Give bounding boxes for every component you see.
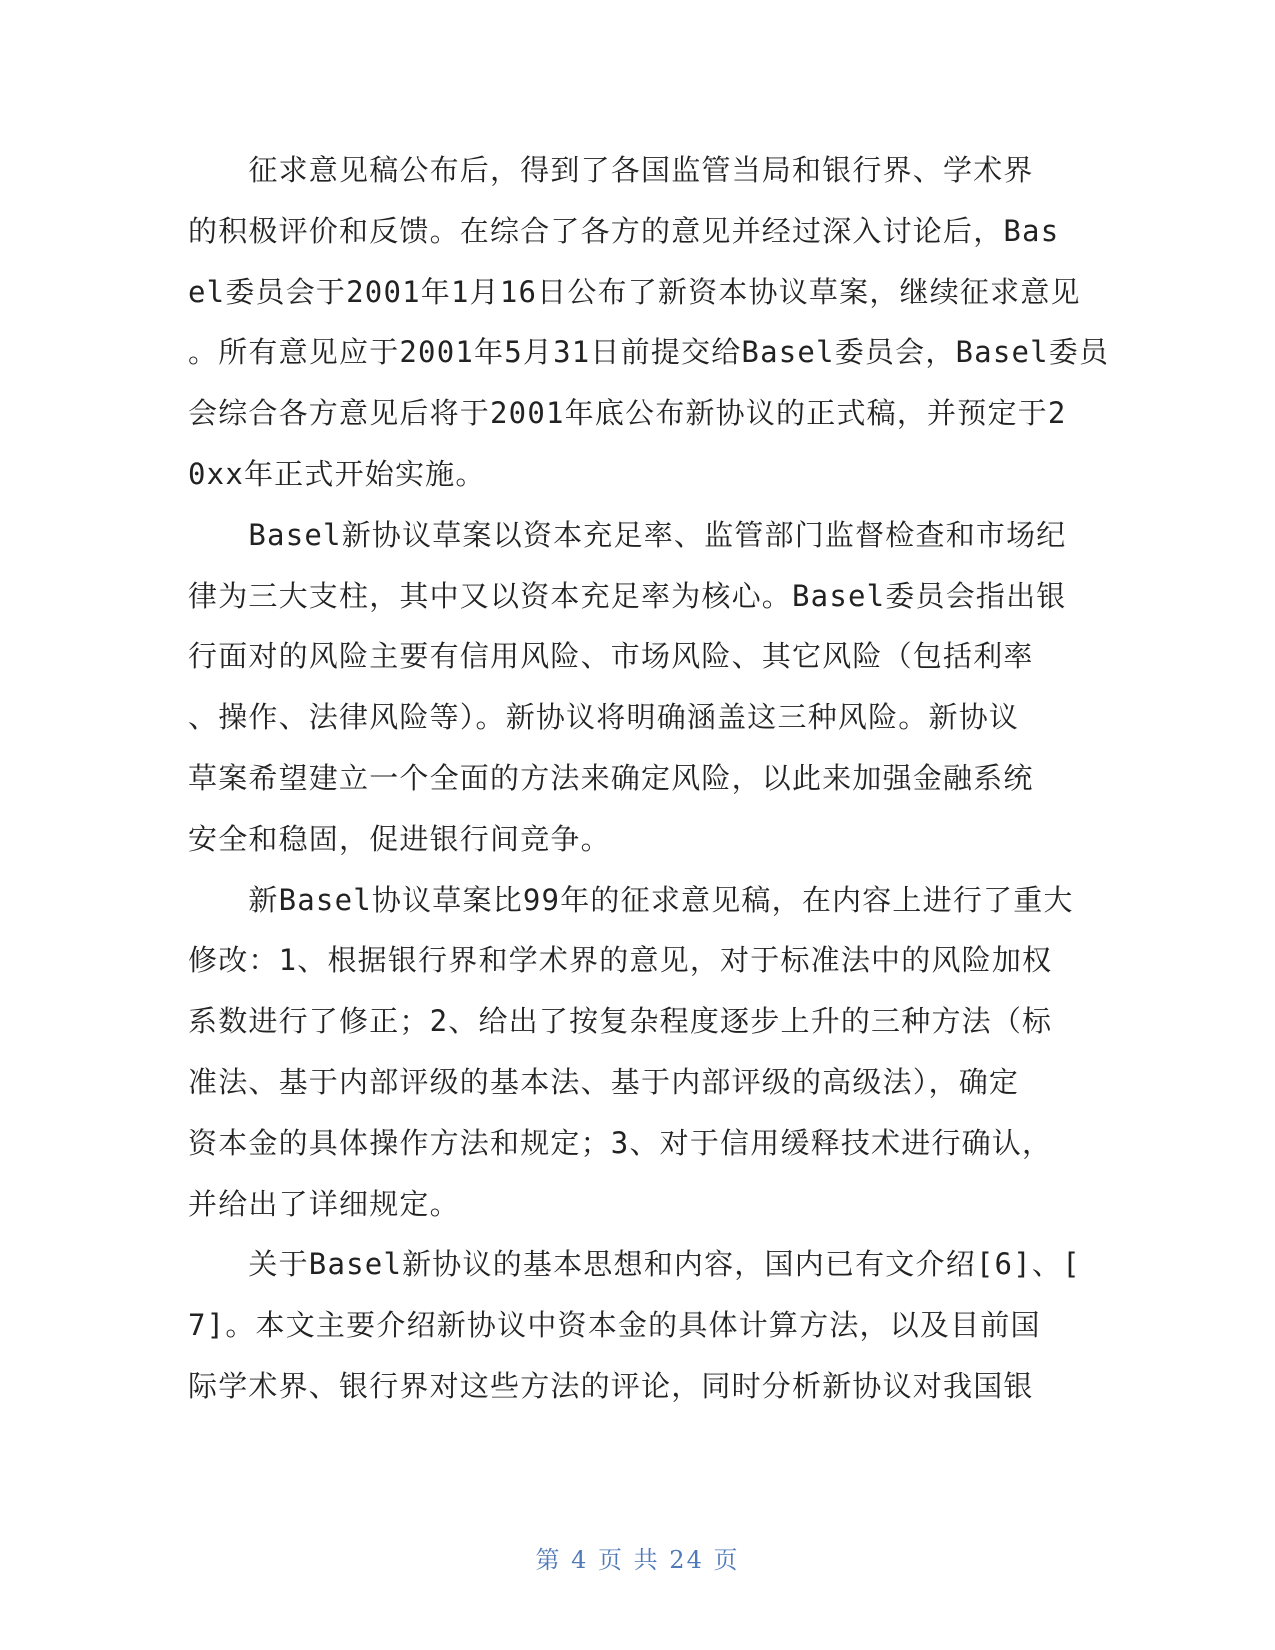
page-number-footer: 第 4 页 共 24 页 (535, 1546, 740, 1574)
paragraph-4 (188, 1234, 1081, 1416)
text-line: el委员会于2001年1月16日公布了新资本协议草案，继续征求意见 (188, 274, 1081, 309)
text-line: 征求意见稿公布后，得到了各国监管当局和银行界、学术界 (188, 153, 1034, 187)
paragraph-3 (188, 870, 1078, 1235)
text-line: 0xx年正式开始实施。 (188, 456, 486, 491)
text-line: 新Basel协议草案比99年的征求意见稿，在内容上进行了重大 (188, 882, 1074, 917)
text-line: 行面对的风险主要有信用风险、市场风险、其它风险（包括利率 (188, 639, 1034, 674)
text-line: 际学术界、银行界对这些方法的评论，同时分析新协议对我国银 (188, 1368, 1034, 1403)
text-line: 7]。本文主要介绍新协议中资本金的具体计算方法，以及目前国 (188, 1308, 1041, 1343)
text-line: 资本金的具体操作方法和规定；3、对于信用缓释技术进行确认， (188, 1125, 1053, 1160)
text-line: 并给出了详细规定。 (188, 1186, 460, 1221)
text-line: Basel新协议草案以资本充足率、监管部门监督检查和市场纪 (188, 517, 1067, 552)
text-line: 系数进行了修正；2、给出了按复杂程度逐步上升的三种方法（标 (188, 1004, 1053, 1039)
paragraph-1 (188, 140, 1110, 505)
text-line: 、操作、法律风险等）。新协议将明确涵盖这三种风险。新协议 (188, 700, 1020, 735)
text-line: 修改：1、根据银行界和学术界的意见，对于标准法中的风险加权 (188, 943, 1053, 978)
text-line: 会综合各方意见后将于2001年底公布新协议的正式稿，并预定于2 (188, 396, 1067, 431)
text-line: 准法、基于内部评级的基本法、基于内部评级的高级法），确定 (188, 1064, 1020, 1099)
text-line: 。所有意见应于2001年5月31日前提交给Basel委员会，Basel委员 (188, 335, 1110, 370)
text-line: 律为三大支柱，其中又以资本充足率为核心。Basel委员会指出银 (188, 578, 1067, 613)
text-line: 草案希望建立一个全面的方法来确定风险，以此来加强金融系统 (188, 760, 1034, 795)
paragraph-2 (188, 505, 1078, 870)
text-line: 安全和稳固，促进银行间竞争。 (188, 821, 611, 856)
text-line: 的积极评价和反馈。在综合了各方的意见并经过深入讨论后，Bas (188, 213, 1060, 248)
text-line: 关于Basel新协议的基本思想和内容，国内已有文介绍[6]、[ (188, 1247, 1081, 1282)
document-body (188, 140, 1110, 1417)
